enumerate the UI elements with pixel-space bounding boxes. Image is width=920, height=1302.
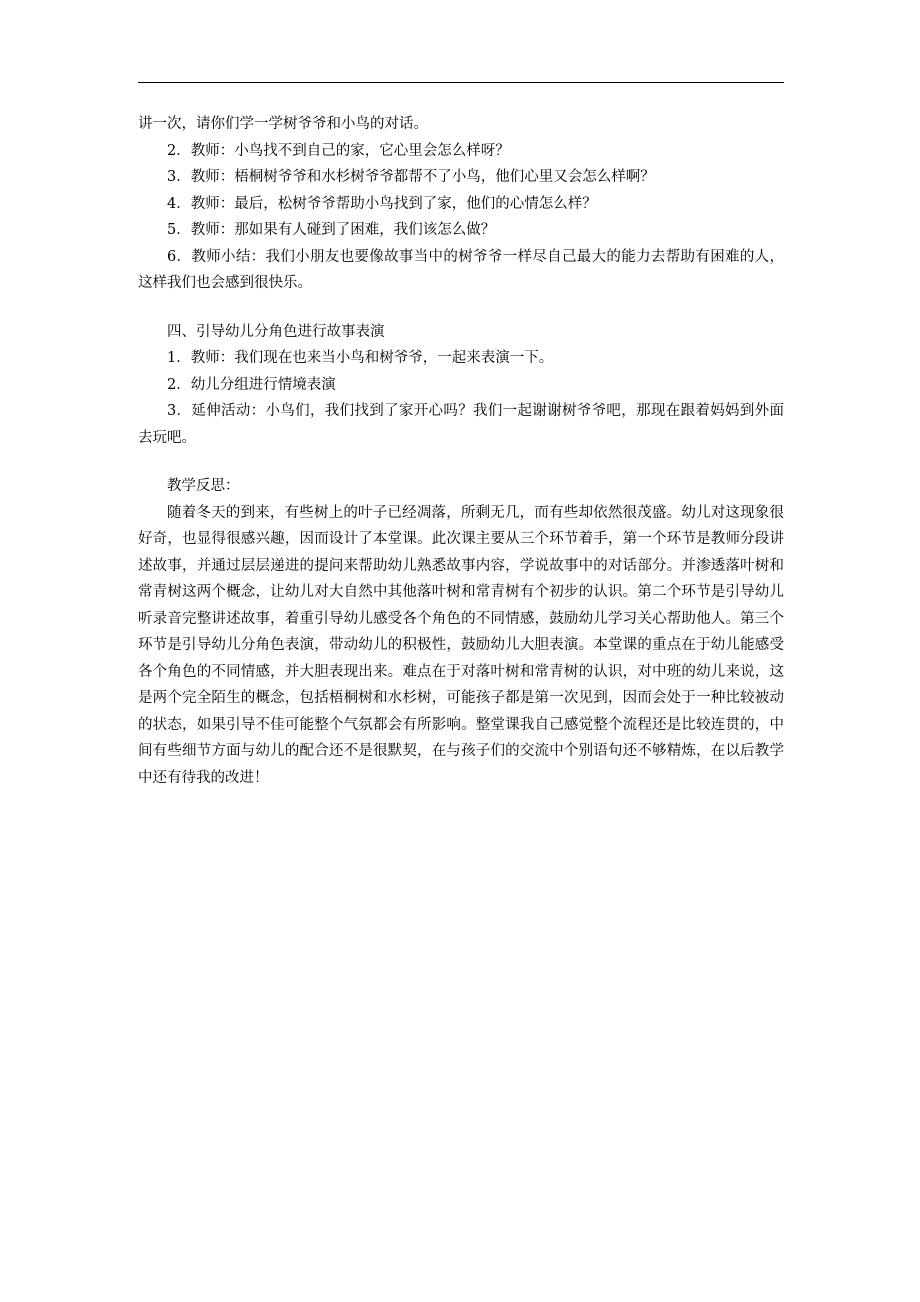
header-rule: [138, 82, 784, 83]
continuation-line: 讲一次，请你们学一学树爷爷和小鸟的对话。: [138, 116, 428, 132]
reflection-body: 随着冬天的到来，有些树上的叶子已经凋落，所剩无几，而有些却依然很茂盛。幼儿对这现象很好奇，也显得很感兴趣，因而设计了本堂课。此次课主要从三个环节着手，第一个环节是教师分段讲述故事，并通过层层递进的提问来帮助幼儿熟悉故事内容，学说故事中的对话部分。并渗透落叶树和常青树这两个概念，让幼儿对大自然中其他落叶树和常青树有个初步的认识。第二个环节是引导幼儿听录音完整讲述故事，着重引导幼儿感受各个角色的不同情感，鼓励幼儿学习关心帮助他人。第三个环节是引导幼儿分角色表演，带动幼儿的积极性，鼓励幼儿大胆表演。本堂课的重点在于幼儿能感受各个角色的不同情感，并大胆表现出来。难点在于对落叶树和常青树的认识，对中班的幼儿来说，这是两个完全陌生的概念，包括梧桐树和水杉树，可能孩子都是第一次见到，因而会处于一种比较被动的状态，如果引导不佳可能整个气氛都会有所影响。整堂课我自己感觉整个流程还是比较连贯的，中间有些细节方面与幼儿的配合还不是很默契，在与孩子们的交流中个别语句还不够精炼，在以后教学中还有待我的改进！: [138, 504, 784, 786]
section-4-item-1: 1．教师：我们现在也来当小鸟和树爷爷，一起来表演一下。: [167, 350, 554, 366]
section-spacer: [138, 297, 784, 319]
section-4-item-3: 3．延伸活动：小鸟们，我们找到了家开心吗？我们一起谢谢树爷爷吧，那现在跟着妈妈到外面去玩吧。: [138, 403, 784, 446]
reflection-heading: 教学反思：: [167, 478, 240, 494]
question-2: 2．教师：小鸟找不到自己的家，它心里会怎么样呀？: [167, 142, 510, 159]
section-4-heading: 四、引导幼儿分角色进行故事表演: [167, 323, 385, 340]
section-spacer: [138, 451, 784, 473]
section-4-item-2: 2．幼儿分组进行情境表演: [167, 376, 336, 393]
teacher-summary: 6．教师小结：我们小朋友也要像故事当中的树爷爷一样尽自己最大的能力去帮助有困难的人，这样我们也会感到很快乐。: [138, 248, 784, 291]
question-4: 4．教师：最后，松树爷爷帮助小鸟找到了家，他们的心情怎么样？: [167, 195, 597, 212]
document-body: [138, 111, 784, 791]
question-3: 3．教师：梧桐树爷爷和水杉树爷爷都帮不了小鸟，他们心里又会怎么样啊？: [167, 169, 655, 185]
question-5: 5．教师：那如果有人碰到了困难，我们该怎么做？: [167, 222, 496, 238]
